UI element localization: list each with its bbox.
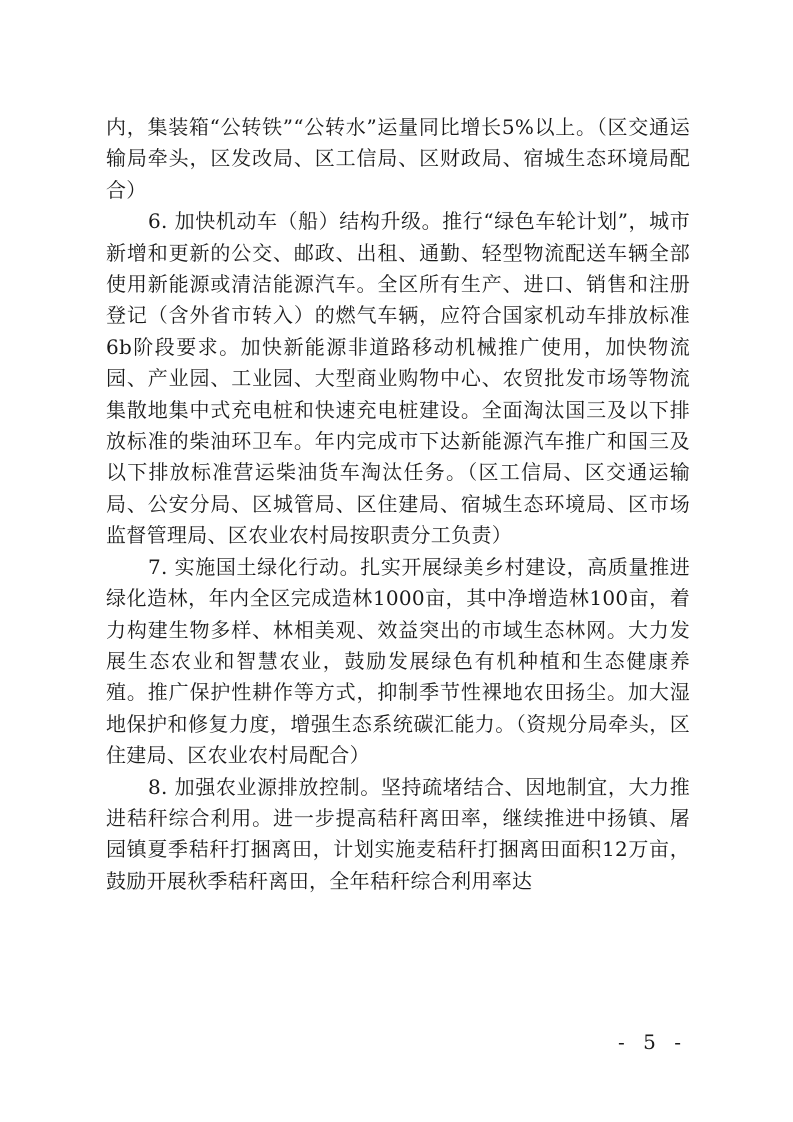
document-body bbox=[106, 112, 690, 897]
paragraph-1: 内，集装箱“公转铁”“公转水”运量同比增长5%以上。（区交通运输局牵头，区发改局、区工信局、区财政局、宿城生态环境局配合） bbox=[106, 115, 690, 202]
paragraph-item-8: 8. 加强农业源排放控制。坚持疏堵结合、因地制宜，大力推进秸秆综合利用。进一步提高秸秆离田率，继续推进中扬镇、屠园镇夏季秸秆打捆离田，计划实施麦秸秆打捆离田面积12万亩，鼓励开展秋季秸秆离田，全年秸秆综合利用率达 bbox=[106, 774, 690, 893]
paragraph-item-6: 6. 加快机动车（船）结构升级。推行“绿色车轮计划”，城市新增和更新的公交、邮政、出租、通勤、轻型物流配送车辆全部使用新能源或清洁能源汽车。全区所有生产、进口、销售和注册登记（含外省市转入）的燃气车辆，应符合国家机动车排放标准6b阶段要求。加快新能源非道路移动机械推广使用，加快物流园、产业园、工业园、大型商业购物中心、农贸批发市场等物流集散地集中式充电桩和快速充电桩建设。全面淘汰国三及以下排放标准的柴油环卫车。年内完成市下达新能源汽车推广和国三及以下排放标准营运柴油货车淘汰任务。（区工信局、区交通运输局、公安分局、区城管局、区住建局、宿城生态环境局、区市场监督管理局、区农业农村局按职责分工负责） bbox=[106, 209, 690, 548]
paragraph-item-7: 7. 实施国土绿化行动。扎实开展绿美乡村建设，高质量推进绿化造林，年内全区完成造林1000亩，其中净增造林100亩，着力构建生物多样、林相美观、效益突出的市域生态林网。大力发展生态农业和智慧农业，鼓励发展绿色有机种植和生态健康养殖。推广保护性耕作等方式，抑制季节性裸地农田扬尘。加大湿地保护和修复力度，增强生态系统碳汇能力。（资规分局牵头，区住建局、区农业农村局配合） bbox=[106, 554, 690, 768]
page-number: - 5 - bbox=[618, 1030, 687, 1054]
